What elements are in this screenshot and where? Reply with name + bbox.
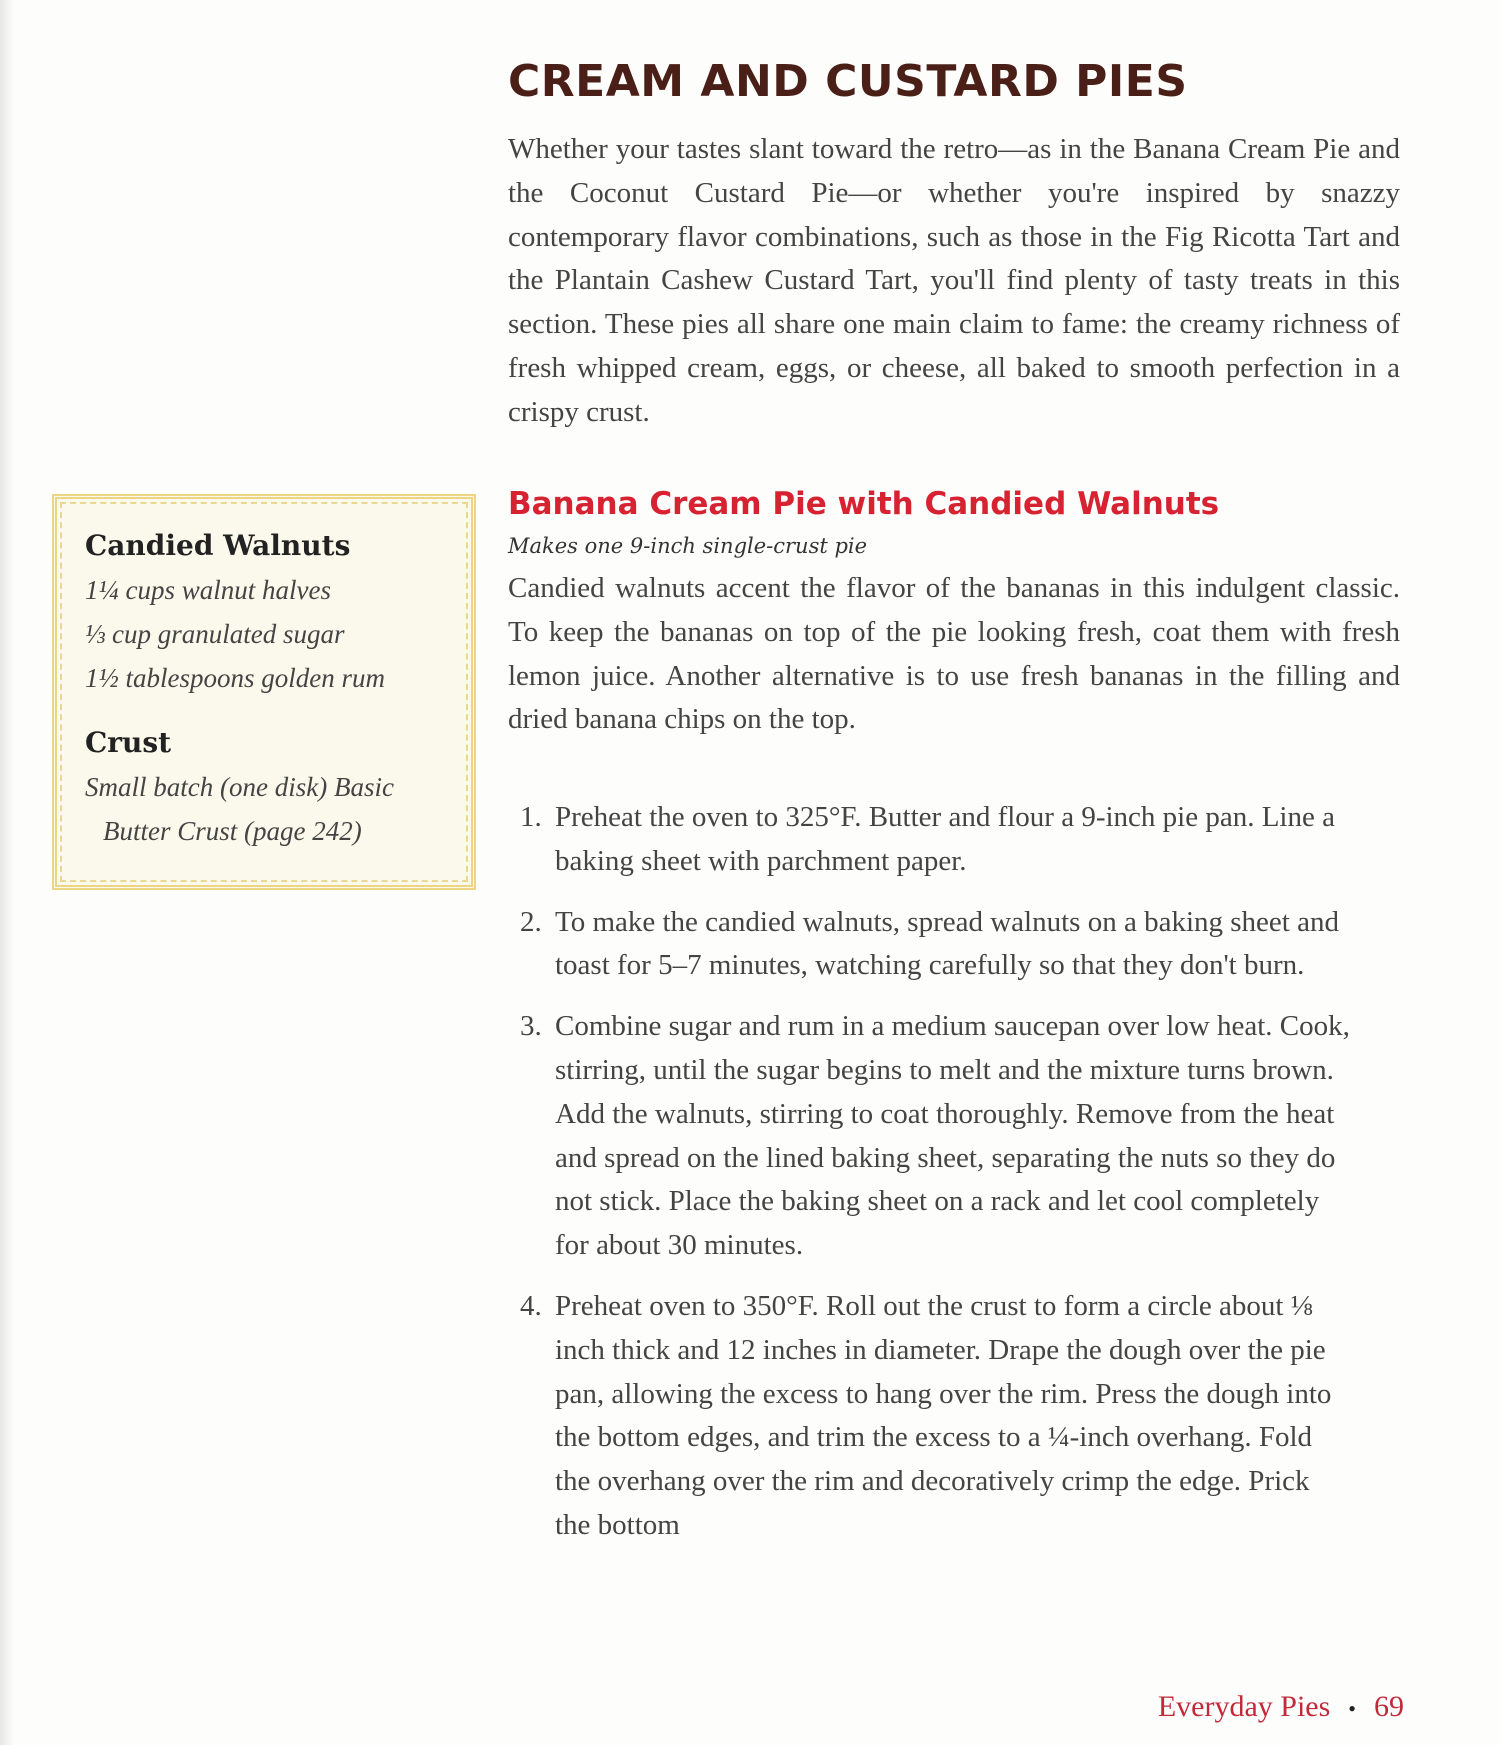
step-text: To make the candied walnuts, spread walnuts on a baking sheet and toast for 5–7 minutes, watching carefully so that they don't burn. — [555, 905, 1339, 982]
recipe-step — [520, 1285, 1350, 1548]
page-number: 69 — [1374, 1690, 1404, 1723]
footer-separator: • — [1348, 1696, 1356, 1721]
footer-book-section: Everyday Pies — [1157, 1690, 1331, 1723]
ingredient-item: ⅓ cup granulated sugar — [85, 619, 345, 649]
page-gutter-shadow — [0, 0, 14, 1745]
step-text: Preheat oven to 350°F. Roll out the crust to form a circle about ⅛ inch thick and 12 inches in diameter. Drape the dough over the pie pan, allowing the excess to hang over the rim. Press the dough into the bottom edges, and trim the excess to a ¼-inch overhang. Fold the overhang over the rim and decoratively crimp the edge. Prick the bottom — [555, 1289, 1332, 1541]
ingredients-sidebar — [52, 494, 476, 890]
recipe-description: Candied walnuts accent the flavor of the bananas in this indulgent classic. To keep the bananas on top of the pie looking fresh, coat them with fresh lemon juice. Another alternative is to use fresh bananas in the filling and dried banana chips on the top. — [508, 572, 1400, 736]
recipe-step — [520, 1005, 1350, 1268]
step-text: Combine sugar and rum in a medium saucepan over low heat. Cook, stirring, until the sugar begins to melt and the mixture turns brown. Add the walnuts, stirring to coat thoroughly. Remove from the heat and spread on the lined baking sheet, separating the nuts so they do not stick. Place the baking sheet on a rack and let cool completely for about 30 minutes. — [555, 1010, 1350, 1262]
step-number: 4. — [520, 1289, 542, 1322]
section-intro: Whether your tastes slant toward the retro—as in the Banana Cream Pie and the Coconut Custard Pie—or whether you're inspired by snazzy contemporary flavor combinations, such as those in the Fig Ricotta Tart and the Plantain Cashew Custard Tart, you'll find plenty of tasty treats in this section. These pies all share one main claim to fame: the creamy richness of fresh whipped cream, eggs, or cheese, all baked to smooth perfection in a crispy crust. — [508, 133, 1400, 428]
crust-heading: Crust — [85, 726, 172, 759]
recipe-step — [520, 901, 1350, 989]
candied-walnuts-heading: Candied Walnuts — [85, 529, 351, 562]
ingredient-item: 1¼ cups walnut halves — [85, 575, 331, 605]
step-number: 2. — [520, 905, 542, 938]
recipe-yield: Makes one 9-inch single-crust pie — [508, 534, 868, 558]
sidebar-spacer — [85, 700, 471, 726]
step-text: Preheat the oven to 325°F. Butter and flour a 9-inch pie pan. Line a baking sheet with parchment paper. — [555, 801, 1335, 877]
crust-ingredient: Small batch (one disk) Basic Butter Crust (page 242) — [85, 772, 394, 846]
section-title: CREAM AND CUSTARD PIES — [508, 56, 1188, 107]
recipe-steps — [520, 796, 1350, 1565]
step-number: 1. — [520, 801, 542, 833]
page-footer — [1158, 1690, 1404, 1724]
recipe-step — [520, 796, 1350, 884]
recipe-title: Banana Cream Pie with Candied Walnuts — [508, 486, 1220, 522]
step-number: 3. — [520, 1010, 542, 1043]
ingredient-item: 1½ tablespoons golden rum — [85, 663, 385, 693]
